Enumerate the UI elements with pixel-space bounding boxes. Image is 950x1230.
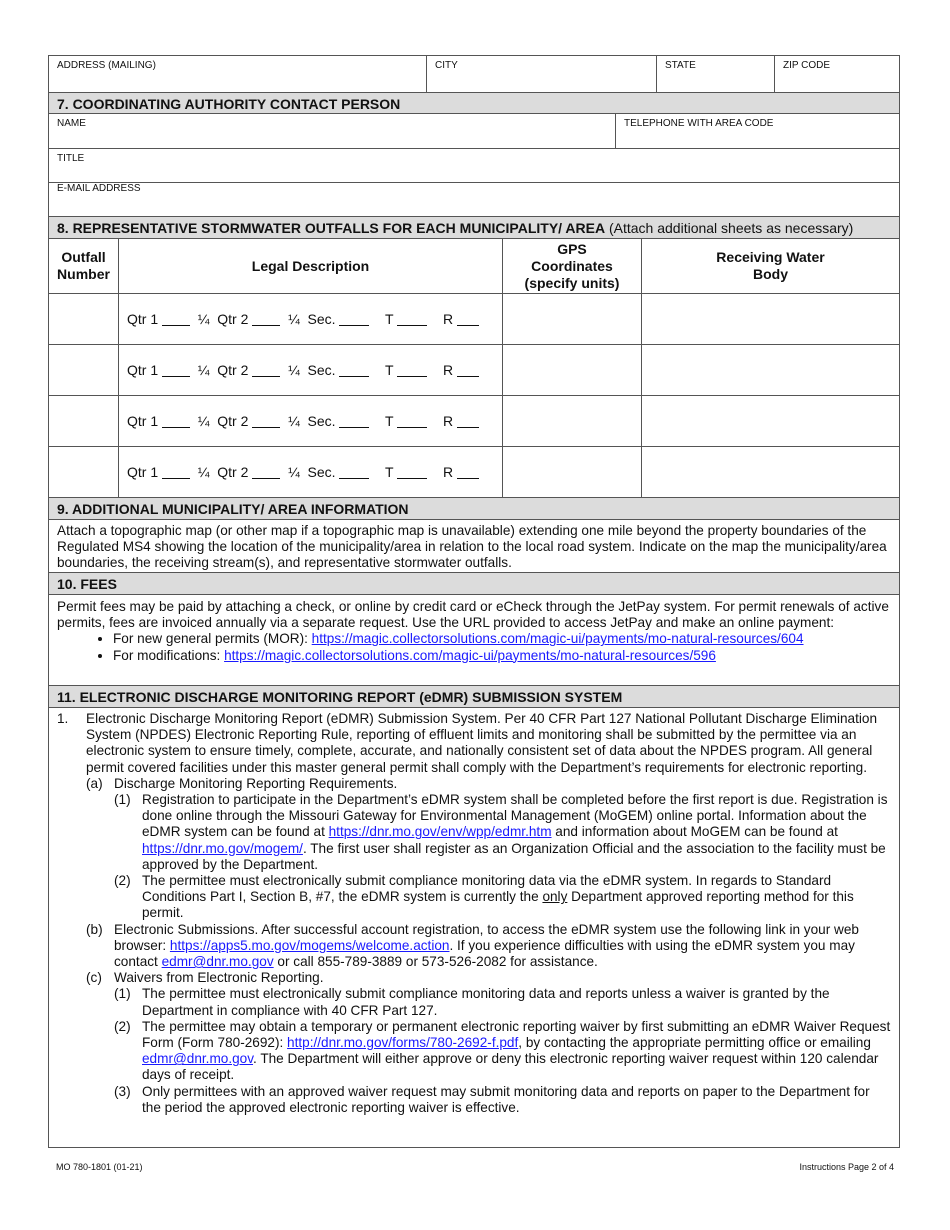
outfall-number-cell[interactable] (49, 447, 119, 497)
legal-description-cell[interactable] (119, 345, 503, 395)
qtr1-blank[interactable] (162, 466, 190, 479)
sec-blank[interactable] (339, 415, 369, 428)
receiving-water-cell[interactable] (642, 345, 899, 395)
sec-blank[interactable] (339, 364, 369, 377)
qtr2-label: Qtr 2 (217, 464, 249, 480)
item-c3-text: Only permittees with an approved waiver request may submit monitoring data and reports on paper to the Department for the period the approved electronic reporting waiver is effective. (142, 1083, 870, 1115)
item-a-label: (a) (86, 775, 103, 791)
qtr1-blank[interactable] (162, 364, 190, 377)
outfall-number-cell[interactable] (49, 396, 119, 446)
range-label: R (443, 464, 454, 480)
edmr-email-link-2[interactable]: edmr@dnr.mo.gov (142, 1051, 254, 1067)
qtr2-blank[interactable] (252, 313, 280, 326)
item-c-text: Waivers from Electronic Reporting. (114, 970, 324, 986)
receiving-water-cell[interactable] (642, 396, 899, 446)
col-outfall-number: Outfall Number (49, 239, 119, 293)
section-8-note: (Attach additional sheets as necessary) (605, 220, 854, 236)
sec-blank[interactable] (339, 466, 369, 479)
item-a2-text: The permittee must electronically submit compliance monitoring data via the eDMR system. In regards to Standard Conditions Part I, Section B, #7, the eDMR system is currently the only Department approved reporting method for this permit. (142, 873, 854, 921)
township-blank[interactable] (397, 313, 427, 326)
state-label: STATE (665, 60, 696, 71)
range-blank[interactable] (457, 364, 479, 377)
township-label: T (385, 311, 394, 327)
range-blank[interactable] (457, 313, 479, 326)
quarter-label: ¼ (197, 464, 210, 480)
legal-description-cell[interactable] (119, 396, 503, 446)
gps-cell[interactable] (503, 447, 642, 497)
sec-label: Sec. (307, 362, 336, 378)
section-9-text: Attach a topographic map (or other map if a topographic map is unavailable) extending one mile beyond the property boundaries of the Regulated MS4 showing the location of the municipality/area in relation to the local road system. Indicate on the map the municipality/area boundaries, the receiving stream(s), and representative stormwater outfalls. (49, 520, 899, 573)
edmr-email-link[interactable]: edmr@dnr.mo.gov (161, 954, 274, 970)
outfall-table-header (49, 239, 899, 294)
item-b (86, 922, 891, 971)
section-9-header: 9. ADDITIONAL MUNICIPALITY/ AREA INFORMATION (49, 498, 899, 520)
range-blank[interactable] (457, 415, 479, 428)
item-a1-text: Registration to participate in the Department’s eDMR system shall be completed before the first report is due. Registration is done online through the Missouri Gateway for Environmental Management (MoGEM) online portal. Information about the eDMR system can be found at https://dnr.mo.gov/env/wpp/edmr.htm and information about MoGEM can be found at https://dnr.mo.gov/mogem/. The first user shall register as an Organization Official and the association to the facility must be approved by the Department. (142, 792, 888, 872)
township-blank[interactable] (397, 415, 427, 428)
item-1 (57, 711, 891, 1116)
item-a1-label: (1) (114, 792, 131, 808)
outfall-number-cell[interactable] (49, 345, 119, 395)
sec-label: Sec. (307, 311, 336, 327)
item-a-text: Discharge Monitoring Reporting Requirements. (114, 775, 398, 791)
item-a2-label: (2) (114, 873, 131, 889)
qtr2-blank[interactable] (252, 364, 280, 377)
item-c3 (114, 1084, 891, 1116)
item-c2-label: (2) (114, 1018, 131, 1034)
sec-label: Sec. (307, 464, 336, 480)
township-label: T (385, 362, 394, 378)
contact-title-row (49, 149, 899, 183)
fees-text: Permit fees may be paid by attaching a check, or online by credit card or eCheck through the JetPay system. For permit renewals of active permits, fees are invoiced annually via a separate request. Use the URL provided to access JetPay and make an online payment: (57, 599, 889, 631)
col-legal-description: Legal Description (119, 239, 503, 293)
section-7-header: 7. COORDINATING AUTHORITY CONTACT PERSON (49, 93, 899, 114)
telephone-label: TELEPHONE WITH AREA CODE (624, 118, 774, 129)
item-c1-text: The permittee must electronically submit compliance monitoring data and reports unless a waiver is granted by the Department in compliance with 40 CFR Part 127. (142, 986, 830, 1018)
quarter-label: ¼ (288, 311, 300, 327)
qtr1-label: Qtr 1 (127, 311, 159, 327)
item-c-body (114, 970, 891, 1116)
qtr1-label: Qtr 1 (127, 464, 159, 480)
fees-new-permits-link[interactable]: https://magic.collectorsolutions.com/magic-ui/payments/mo-natural-resources/604 (311, 631, 804, 647)
item-c1-label: (1) (114, 986, 131, 1002)
section-8-title: 8. REPRESENTATIVE STORMWATER OUTFALLS FOR EACH MUNICIPALITY/ AREA (57, 220, 606, 236)
telephone-field[interactable] (616, 114, 899, 148)
range-label: R (443, 311, 454, 327)
qtr1-blank[interactable] (162, 313, 190, 326)
qtr2-blank[interactable] (252, 466, 280, 479)
outfall-row (49, 345, 899, 396)
outfall-row (49, 294, 899, 345)
qtr2-label: Qtr 2 (217, 311, 249, 327)
quarter-label: ¼ (288, 362, 300, 378)
only-emphasis: only (542, 889, 568, 905)
mogems-welcome-link[interactable]: https://apps5.mo.gov/mogems/welcome.action (169, 937, 450, 953)
outfall-row (49, 447, 899, 498)
item-a1 (114, 792, 891, 873)
township-blank[interactable] (397, 466, 427, 479)
receiving-water-cell[interactable] (642, 447, 899, 497)
email-label: E-MAIL ADDRESS (57, 183, 141, 194)
item-c-label: (c) (86, 970, 102, 986)
qtr2-label: Qtr 2 (217, 413, 249, 429)
name-label: NAME (57, 118, 86, 129)
waiver-form-link[interactable]: http://dnr.mo.gov/forms/780-2692-f.pdf (287, 1035, 519, 1051)
item-c3-label: (3) (114, 1083, 131, 1099)
contact-title-field[interactable] (49, 149, 899, 182)
receiving-water-cell[interactable] (642, 294, 899, 344)
township-label: T (385, 413, 394, 429)
address-row (49, 56, 899, 93)
sec-blank[interactable] (339, 313, 369, 326)
range-label: R (443, 413, 454, 429)
qtr2-blank[interactable] (252, 415, 280, 428)
qtr2-label: Qtr 2 (217, 362, 249, 378)
gps-cell[interactable] (503, 294, 642, 344)
fees-list (57, 631, 891, 663)
address-label: ADDRESS (MAILING) (57, 60, 156, 71)
item-a-body (114, 776, 891, 922)
fees-modifications-label: For modifications: (113, 647, 225, 663)
legal-description-cell[interactable] (119, 447, 503, 497)
form-number: MO 780-1801 (01-21) (56, 1162, 143, 1172)
legal-description-cell[interactable] (119, 294, 503, 344)
section-10-header: 10. FEES (49, 573, 899, 595)
item-c (86, 970, 891, 1116)
quarter-label: ¼ (288, 413, 300, 429)
city-field[interactable] (427, 56, 657, 92)
page-number: Instructions Page 2 of 4 (799, 1162, 894, 1172)
quarter-label: ¼ (197, 311, 210, 327)
outfall-row (49, 396, 899, 447)
range-blank[interactable] (457, 466, 479, 479)
outfall-number-cell[interactable] (49, 294, 119, 344)
section-10-body (49, 595, 899, 686)
item-a (86, 776, 891, 922)
city-label: CITY (435, 60, 458, 71)
qtr1-label: Qtr 1 (127, 362, 159, 378)
fees-bullet (113, 631, 891, 647)
contact-email-row (49, 183, 899, 217)
fees-new-label: For new general permits (MOR): (113, 631, 312, 647)
contact-email-field[interactable] (49, 183, 899, 216)
zip-field[interactable] (775, 56, 899, 92)
qtr1-label: Qtr 1 (127, 413, 159, 429)
quarter-label: ¼ (197, 362, 210, 378)
item-b-label: (b) (86, 921, 103, 937)
edmr-info-link[interactable]: https://dnr.mo.gov/env/wpp/edmr.htm (328, 824, 552, 840)
sec-label: Sec. (307, 413, 336, 429)
section-8-header (49, 217, 899, 239)
township-label: T (385, 464, 394, 480)
item-c2-text: The permittee may obtain a temporary or permanent electronic reporting waiver by first submitting an eDMR Waiver Request Form (Form 780-2692): http://dnr.mo.gov/forms/780-2692-f.pdf, by contacting the appropriate permitting office or emailing edmr@dnr.mo.gov. The Department will either approve or deny this electronic reporting waiver request within 120 calendar days of receipt. (142, 1018, 891, 1083)
fees-modifications-link[interactable]: https://magic.collectorsolutions.com/magic-ui/payments/mo-natural-resources/596 (224, 647, 716, 663)
col-receiving-water: Receiving Water Body (716, 249, 825, 282)
gps-cell[interactable] (503, 345, 642, 395)
item-1-body (86, 711, 891, 1116)
section-11-body (49, 708, 899, 1147)
item-1-number: 1. (57, 711, 69, 726)
item-1-text: Electronic Discharge Monitoring Report (eDMR) Submission System. Per 40 CFR Part 127 National Pollutant Discharge Elimination System (NPDES) Electronic Reporting Rule, reporting of effluent limits and monitoring shall be submitted by the permittee via an electronic system to ensure timely, complete, accurate, and nationally consistent set of data about the NPDES program. All general permit covered facilities under this master general permit shall comply with the Department’s requirements for electronic reporting. (86, 711, 878, 775)
title-label: TITLE (57, 153, 85, 164)
state-field[interactable] (657, 56, 775, 92)
item-a2 (114, 873, 891, 922)
col-gps-coordinates: GPS Coordinates (specify units) (503, 239, 642, 293)
item-c2 (114, 1019, 891, 1084)
township-blank[interactable] (397, 364, 427, 377)
zip-label: ZIP CODE (783, 60, 831, 71)
item-b-text: Electronic Submissions. After successful account registration, to access the eDMR system use the following link in your web browser: https://apps5.mo.gov/mogems/welcome.action. If you experience difficulties with using the eDMR system you may contact edmr@dnr.mo.gov or call 855-789-3889 or 573-526-2082 for assistance. (114, 921, 859, 970)
item-c1 (114, 986, 891, 1018)
gps-cell[interactable] (503, 396, 642, 446)
quarter-label: ¼ (288, 464, 300, 480)
permit-form (48, 55, 900, 1148)
address-field[interactable] (49, 56, 427, 92)
contact-name-field[interactable] (49, 114, 616, 148)
mogem-link[interactable]: https://dnr.mo.gov/mogem/ (142, 840, 303, 856)
section-11-header: 11. ELECTRONIC DISCHARGE MONITORING REPORT (eDMR) SUBMISSION SYSTEM (49, 686, 899, 708)
fees-bullet (113, 648, 891, 664)
quarter-label: ¼ (197, 413, 210, 429)
contact-name-row (49, 114, 899, 149)
range-label: R (443, 362, 454, 378)
qtr1-blank[interactable] (162, 415, 190, 428)
